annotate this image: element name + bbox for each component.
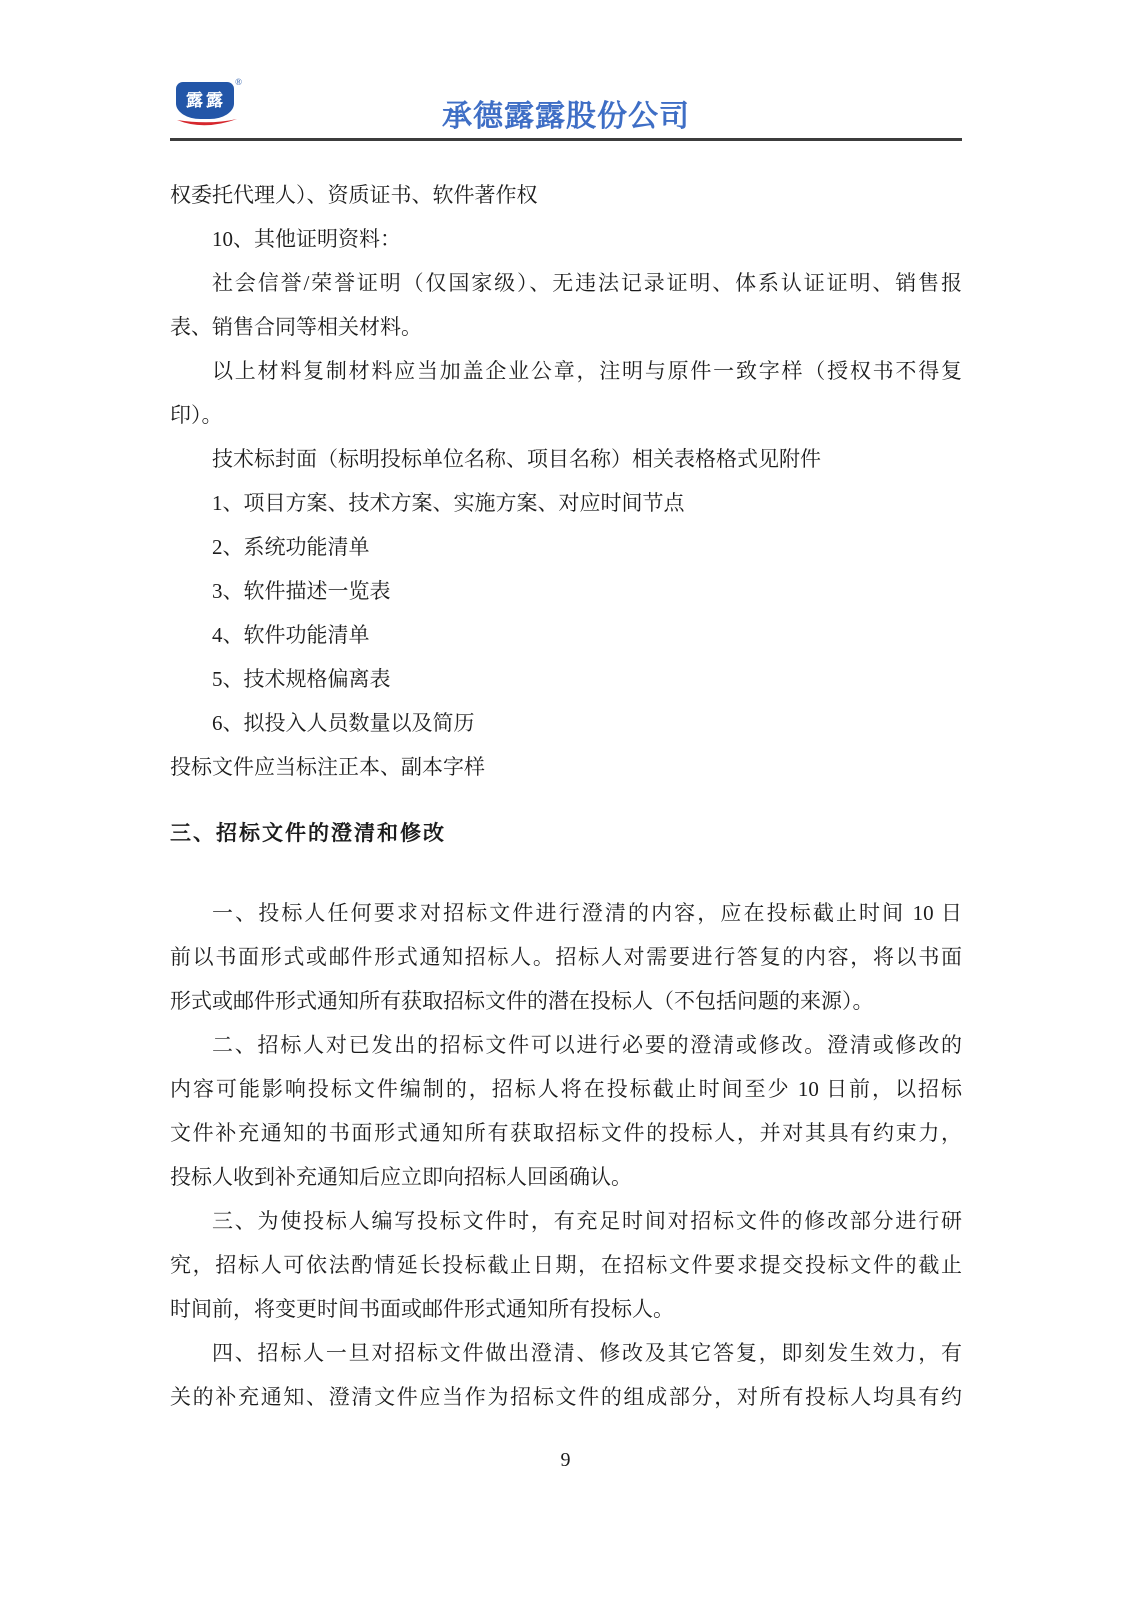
text-line: 2、系统功能清单 (212, 535, 370, 559)
text-line: 以上材料复制材料应当加盖企业公章，注明与原件一致字样（授权书不得复 (212, 359, 962, 383)
text-line: 10、其他证明资料： (212, 227, 401, 251)
text-line: 前以书面形式或邮件形式通知招标人。招标人对需要进行答复的内容，将以书面 (170, 945, 962, 969)
text-line: 5、技术规格偏离表 (212, 667, 391, 691)
text-line: 6、拟投入人员数量以及简历 (212, 711, 475, 735)
document-body (170, 173, 962, 1419)
text-line: 二、招标人对已发出的招标文件可以进行必要的澄清或修改。澄清或修改的 (212, 1033, 962, 1057)
page-footer (0, 1446, 1131, 1474)
text-line: 表、销售合同等相关材料。 (170, 315, 422, 339)
text-line: 4、软件功能清单 (212, 623, 370, 647)
page-number: 9 (560, 1449, 571, 1471)
text-line: 权委托代理人）、资质证书、软件著作权 (170, 183, 538, 207)
text-line: 1、项目方案、技术方案、实施方案、对应时间节点 (212, 491, 685, 515)
text-line: 一、投标人任何要求对招标文件进行澄清的内容，应在投标截止时间 10 日 (212, 901, 962, 925)
text-line: 3、软件描述一览表 (212, 579, 391, 603)
section-heading: 三、招标文件的澄清和修改 (170, 821, 446, 845)
text-line: 投标人收到补充通知后应立即向招标人回函确认。 (170, 1165, 632, 1189)
text-line: 投标文件应当标注正本、副本字样 (170, 755, 485, 779)
text-line: 社会信誉/荣誉证明（仅国家级）、无违法记录证明、体系认证证明、销售报 (212, 271, 962, 295)
company-name: 承德露露股份公司 (442, 100, 690, 133)
text-line: 文件补充通知的书面形式通知所有获取招标文件的投标人，并对其具有约束力， (170, 1121, 962, 1145)
text-line: 技术标封面（标明投标单位名称、项目名称）相关表格格式见附件 (212, 447, 821, 471)
text-line: 时间前，将变更时间书面或邮件形式通知所有投标人。 (170, 1297, 674, 1321)
header-divider (170, 138, 962, 141)
text-line: 印）。 (170, 403, 223, 427)
logo-characters: 露露 (186, 91, 226, 110)
text-line: 形式或邮件形式通知所有获取招标文件的潜在投标人（不包括问题的来源）。 (170, 989, 874, 1013)
text-line: 究，招标人可依法酌情延长投标截止日期，在招标文件要求提交投标文件的截止 (170, 1253, 962, 1277)
registered-trademark-icon: ® (235, 77, 242, 87)
text-line: 内容可能影响投标文件编制的，招标人将在投标截止时间至少 10 日前，以招标 (170, 1077, 962, 1101)
text-line: 关的补充通知、澄清文件应当作为招标文件的组成部分，对所有投标人均具有约 (170, 1385, 962, 1409)
text-line: 四、招标人一旦对招标文件做出澄清、修改及其它答复，即刻发生效力，有 (212, 1341, 962, 1365)
text-line: 三、为使投标人编写投标文件时，有充足时间对招标文件的修改部分进行研 (212, 1209, 962, 1233)
